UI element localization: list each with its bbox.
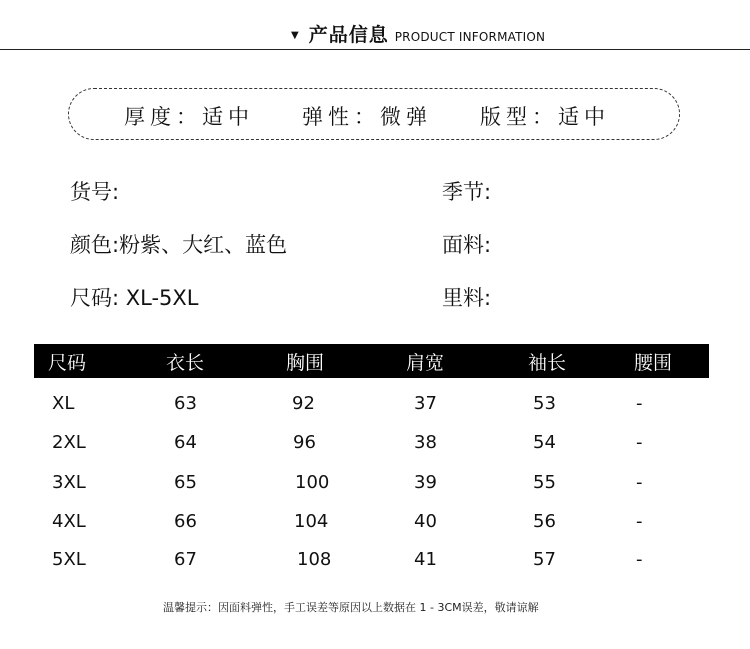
info-item-no: 货号: [70,180,120,204]
cell-length: 64 [174,432,197,453]
info-season: 季节: [442,180,492,204]
info-size: 尺码: XL-5XL [70,286,199,310]
cell-sleeve: 55 [533,472,556,493]
column-header-length: 衣长 [166,352,205,374]
cell-sleeve: 54 [533,432,556,453]
triangle-down-icon: ▼ [291,30,299,41]
cell-size: 3XL [52,472,86,493]
cell-size: 4XL [52,511,86,532]
cell-size: 2XL [52,432,86,453]
info-color: 颜色:粉紫、大红、蓝色 [70,233,288,257]
cell-size: XL [52,393,75,414]
cell-shoulder: 39 [414,472,437,493]
column-header-size: 尺码 [48,352,87,374]
size-table-header [34,344,709,378]
cell-sleeve: 57 [533,549,556,570]
attribute-elasticity: 弹性：微弹 [302,105,432,129]
cell-waist: - [636,432,643,453]
cell-chest: 96 [293,432,316,453]
cell-chest: 104 [294,511,329,532]
header-divider [0,49,750,50]
column-header-shoulder: 肩宽 [406,352,445,374]
cell-shoulder: 41 [414,549,437,570]
cell-length: 65 [174,472,197,493]
section-header [285,20,551,47]
cell-shoulder: 38 [414,432,437,453]
cell-waist: - [636,549,643,570]
section-subtitle: PRODUCT INFORMATION [394,30,546,44]
cell-shoulder: 40 [414,511,437,532]
info-fabric: 面料: [442,233,492,257]
column-header-chest: 胸围 [286,352,325,374]
cell-chest: 108 [297,549,332,570]
cell-chest: 100 [295,472,330,493]
measurement-note: 温馨提示：因面料弹性，手工误差等原因以上数据在 1 - 3CM误差，敬请谅解 [163,601,539,614]
attribute-thickness: 厚度：适中 [124,105,254,129]
section-title: 产品信息 [308,24,389,46]
cell-waist: - [636,472,643,493]
cell-shoulder: 37 [414,393,437,414]
column-header-sleeve: 袖长 [528,352,567,374]
cell-sleeve: 56 [533,511,556,532]
cell-waist: - [636,511,643,532]
cell-chest: 92 [292,393,315,414]
cell-waist: - [636,393,643,414]
cell-length: 66 [174,511,197,532]
info-lining: 里料: [442,286,492,310]
column-header-waist: 腰围 [634,352,673,374]
cell-size: 5XL [52,549,86,570]
attribute-fit: 版型：适中 [480,105,610,129]
cell-sleeve: 53 [533,393,556,414]
cell-length: 67 [174,549,197,570]
cell-length: 63 [174,393,197,414]
